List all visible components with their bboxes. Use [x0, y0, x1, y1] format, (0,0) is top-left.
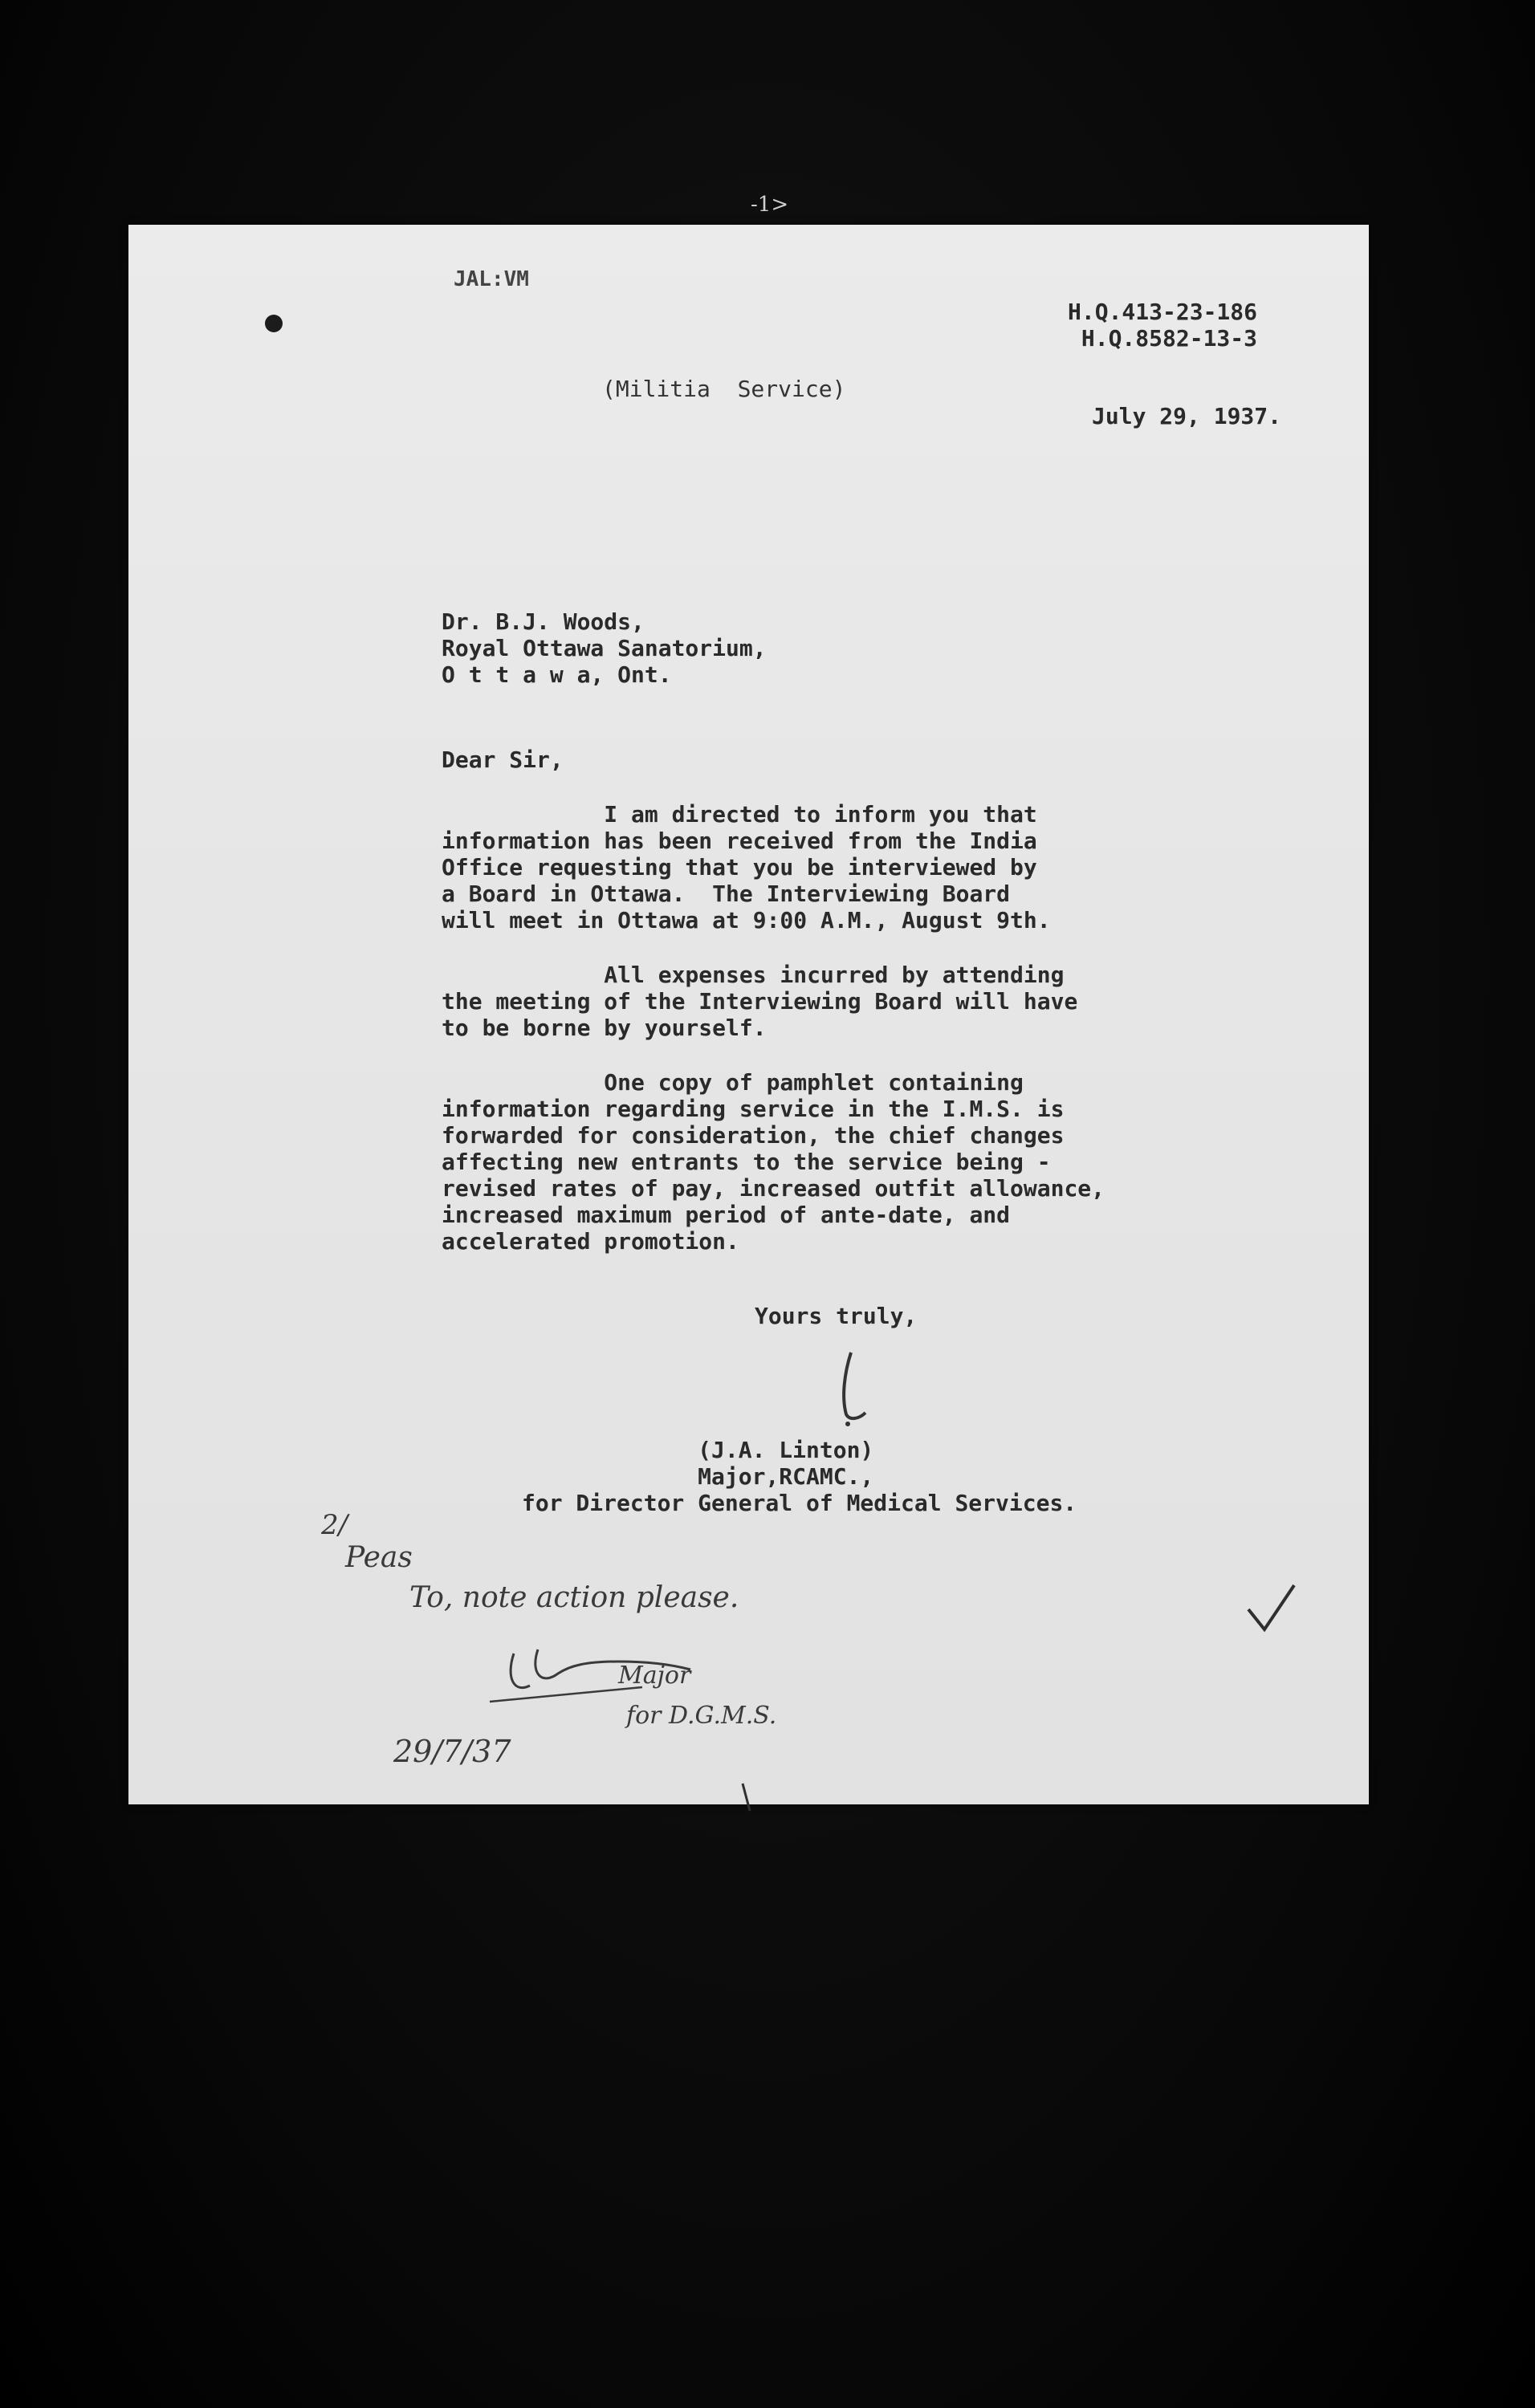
service-title: (Militia Service)	[602, 376, 846, 402]
body-paragraph-3: One copy of pamphlet containing information regarding service in the I.M.S. is forwarded for consideration, the chief changes affecting new entrants to the service being - revised rates of pay, increased outfit allowance, increased maximum period of ante-date, and accelerated promotion.	[442, 1069, 1105, 1255]
body-paragraph-2: All expenses incurred by attending the meeting of the Interviewing Board will have to be borne by yourself.	[442, 962, 1078, 1041]
handwritten-date: 29/7/37	[393, 1734, 511, 1769]
reference-code: JAL:VM	[454, 267, 529, 291]
handwritten-note: To, note action please.	[409, 1581, 739, 1614]
tick-mark-icon	[739, 1782, 755, 1814]
handwritten-number: 2/	[321, 1509, 348, 1541]
handwritten-major: Major	[618, 1662, 691, 1690]
check-mark-icon	[1244, 1581, 1301, 1637]
letter-date: July 29, 1937.	[1092, 403, 1282, 429]
signature-initial-mark	[827, 1348, 875, 1429]
salutation: Dear Sir,	[442, 746, 564, 773]
letter-page	[128, 225, 1369, 1804]
handwritten-peas: Peas	[345, 1541, 413, 1574]
handwritten-for-dgms: for D.G.M.S.	[626, 1702, 777, 1730]
body-paragraph-1: I am directed to inform you that information has been received from the India Office requesting that you be interviewed by a Board in Ottawa. The Interviewing Board will meet in Ottawa at 9:00 A.M., August 9th.	[442, 801, 1051, 934]
recipient-address: Dr. B.J. Woods, Royal Ottawa Sanatorium, O t t a w a, Ont.	[442, 608, 767, 688]
closing: Yours truly,	[755, 1303, 918, 1329]
file-references: H.Q.413-23-186 H.Q.8582-13-3	[1068, 299, 1258, 352]
page-top-mark: -1>	[751, 193, 789, 217]
signature-block: (J.A. Linton) Major,RCAMC., for Director General of Medical Services.	[522, 1437, 1077, 1516]
hole-punch-mark	[265, 315, 283, 332]
